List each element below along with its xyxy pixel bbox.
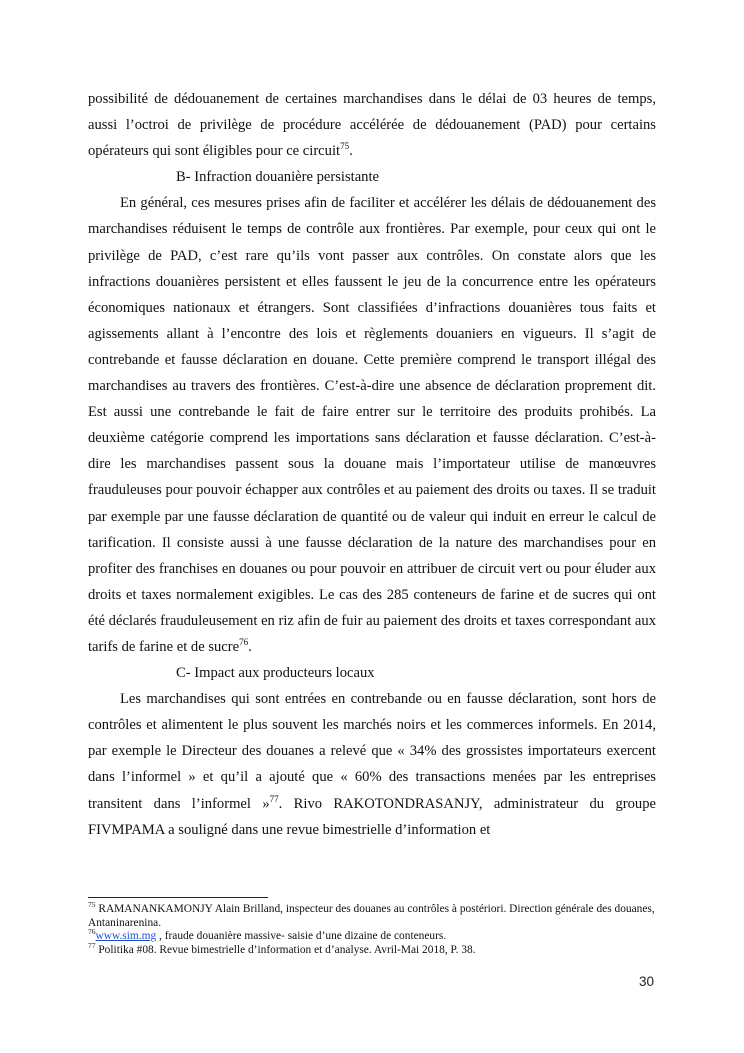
- footnote-number: 76: [88, 927, 96, 937]
- paragraph-impact: [88, 686, 656, 843]
- footnote-link[interactable]: www.sim.mg: [95, 930, 157, 943]
- paragraph-tail: .: [248, 638, 252, 655]
- footnote-77: [88, 941, 658, 958]
- footnote-ref-77: 77: [269, 793, 279, 804]
- paragraph-text: possibilité de dédouanement de certaines marchandises dans le délai de 03 heures de temps, aussi l’octroi de privilège de procédure accélérée de dédouanement (PAD) pour certains opérateurs qui sont éligibles pour ce circuit: [88, 91, 656, 160]
- footnote-75: [88, 900, 658, 930]
- footnote-ref-76: 76: [239, 637, 249, 648]
- footnote-text: , fraude douanière massive- saisie d’une dizaine de conteneurs.: [156, 930, 447, 943]
- footnote-ref-75: 75: [340, 141, 350, 152]
- footnotes: [88, 900, 658, 958]
- paragraph-infraction: [88, 190, 656, 660]
- footnote-text: RAMANANKAMONJY Alain Brilland, inspecteur des douanes au contrôles à postériori. Direction générale des douanes, Antaninarenina.: [88, 903, 655, 929]
- footnote-number: 75: [88, 900, 96, 910]
- paragraph-continuation: [88, 86, 656, 164]
- footnote-76: [88, 927, 658, 944]
- paragraph-tail: .: [349, 143, 353, 160]
- footnote-separator: [88, 897, 268, 898]
- body-text: [88, 86, 656, 843]
- paragraph-text: En général, ces mesures prises afin de faciliter et accélérer les délais de dédouanement des marchandises réduisent le temps de contrôle aux frontières. Par exemple, pour ceux qui ont le privilège de PAD, c’est rare qu’ils vont passer aux contrôles. On constate alors que les infractions douanières persistent et elles faussent le jeu de la concurrence entre les opérateurs économiques nationaux et étrangers. Sont classifiées d’infractions douanières tous faits et agissements allant à l’encontre des lois et règlements douaniers en vigueurs. Il s’agit de contrebande et fausse déclaration en douane. Cette première comprend le transport illégal des marchandises au travers des frontières. C’est-à-dire une absence de déclaration proprement dit. Est aussi une contrebande le fait de faire entrer sur le territoire des produits prohibés. La deuxième catégorie comprend les importations sans déclaration et fausse déclaration. C’est-à-dire les marchandises passent sous la douane mais l’importateur utilise de manœuvres frauduleuses pour pouvoir échapper aux contrôles et au paiement des droits ou taxes. Il se traduit par exemple par une fausse déclaration de quantité ou de valeur qui induit en erreur le calcul de tarification. Il consiste aussi à une fausse déclaration de la nature des marchandises pour en profiter des franchises en douanes ou pour pouvoir en attribuer de circuit vert ou pour éluder aux droits et taxes normalement exigibles. Le cas des 285 conteneurs de farine et de sucres qui ont été déclarés frauduleusement en riz afin de fuir au paiement des droits et taxes correspondant aux tarifs de farine et de sucre: [88, 195, 656, 655]
- paragraph-text: Les marchandises qui sont entrées en contrebande ou en fausse déclaration, sont hors de contrôles et alimentent le plus souvent les marchés noirs et les commerces informels. En 2014, par exemple le Directeur des douanes a relevé que « 34% des grossistes importateurs exercent dans l’informel » et qu’il a ajouté que « 60% des transactions menées par les entreprises transitent dans l’informel »: [88, 691, 656, 812]
- section-heading-b: B- Infraction douanière persistante: [176, 169, 380, 186]
- section-heading-c: C- Impact aux producteurs locaux: [176, 665, 375, 682]
- page-number: 30: [638, 974, 654, 989]
- footnote-text: Politika #08. Revue bimestrielle d’information et d’analyse. Avril-Mai 2018, P. 38.: [95, 944, 476, 957]
- paragraph-tail: . Rivo RAKOTONDRASANJY, administrateur du groupe FIVMPAMA a souligné dans une revue bimestrielle d’information et: [88, 795, 656, 838]
- footnote-number: 77: [88, 941, 96, 951]
